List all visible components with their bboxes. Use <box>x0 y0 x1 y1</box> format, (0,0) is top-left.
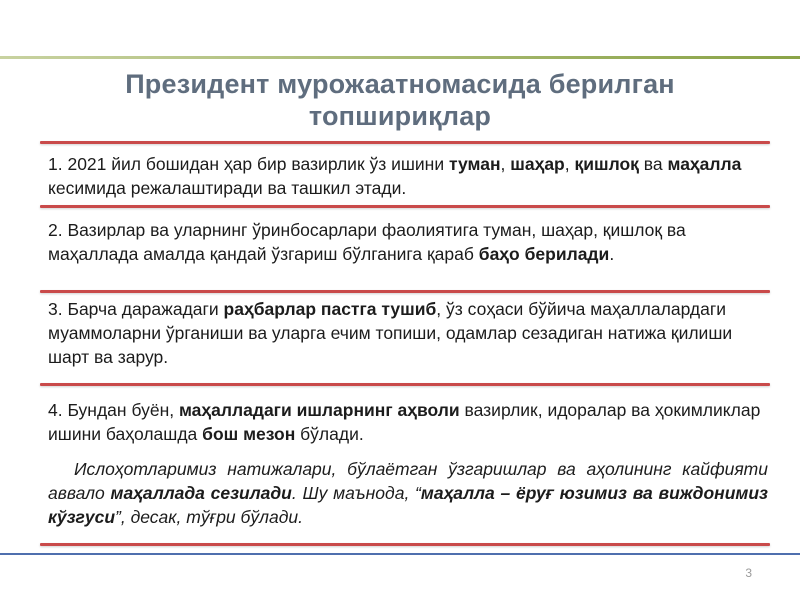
task-4-text: 4. Бундан буён, <box>48 400 179 420</box>
task-item-3 <box>48 297 768 369</box>
task-1-text: ва <box>638 154 668 174</box>
task-2-text: . <box>609 244 615 264</box>
quote-text: Ислоҳотларимиз натижалари, бўлаётган ўзгаришлар ва аҳолининг кайфияти аввало <box>48 459 768 503</box>
task-3-bold: раҳбарлар пастга тушиб <box>223 299 437 319</box>
quote-bold-mahalla: маҳалла – ёруғ юзимиз ва виждонимиз кўзгуси <box>48 483 768 527</box>
separator-1 <box>40 141 770 144</box>
task-item-4 <box>48 398 768 446</box>
quote-text: . Шу маънода, “ <box>291 483 421 503</box>
task-3-text: 3. Барча даражадаги <box>48 299 224 319</box>
separator-2 <box>40 205 770 208</box>
task-3-text: , ўз соҳаси бўйича маҳаллалардаги муаммоларни ўрганиши ва уларга ечим топиши, одамлар сезадиган натижа қилиши шарт ва зарур. <box>48 299 733 367</box>
task-4-bold-mezon: бош мезон <box>202 424 296 444</box>
task-4-text: бўлади. <box>295 424 364 444</box>
task-4-bold-ahvoli: маҳалладаги ишларнинг аҳволи <box>178 400 460 420</box>
task-item-2 <box>48 218 768 266</box>
task-item-1 <box>48 152 768 200</box>
quote-text: ”, десак, тўғри бўлади. <box>115 507 303 527</box>
task-1-text: , <box>500 154 511 174</box>
quote-bold-sezilad: маҳаллада сезилади <box>110 483 292 503</box>
slide-title-line-1: Президент мурожаатномасида берилган <box>125 69 675 99</box>
task-2-text: 2. Вазирлар ва уларнинг ўринбосарлари фаолиятига туман, шаҳар, қишлоқ ва маҳаллада амалда қандай ўзгариш бўлганига қараб <box>48 220 686 264</box>
task-1-bold-shahar: шаҳар <box>510 154 565 174</box>
task-1-text: , <box>564 154 575 174</box>
task-1-text: кесимида режалаштиради ва ташкил этади. <box>48 178 407 198</box>
task-4-text: вазирлик, идоралар ва ҳокимликлар ишини баҳолашда <box>48 400 761 444</box>
slide-title <box>0 68 800 132</box>
separator-4 <box>40 383 770 386</box>
task-1-text: 1. 2021 йил бошидан ҳар бир вазирлик ўз ишини <box>48 154 449 174</box>
bottom-accent-line <box>0 553 800 555</box>
slide-title-line-2: топшириқлар <box>308 101 492 131</box>
separator-3 <box>40 290 770 293</box>
quote-paragraph <box>48 457 768 529</box>
task-1-bold-mahalla: маҳалла <box>667 154 742 174</box>
separator-5 <box>40 543 770 546</box>
task-1-bold-qishloq: қишлоқ <box>574 154 639 174</box>
page-number: 3 <box>745 566 752 580</box>
top-accent-line <box>0 56 800 59</box>
task-1-bold-tuman: туман <box>449 154 501 174</box>
task-2-bold: баҳо берилади <box>478 244 610 264</box>
